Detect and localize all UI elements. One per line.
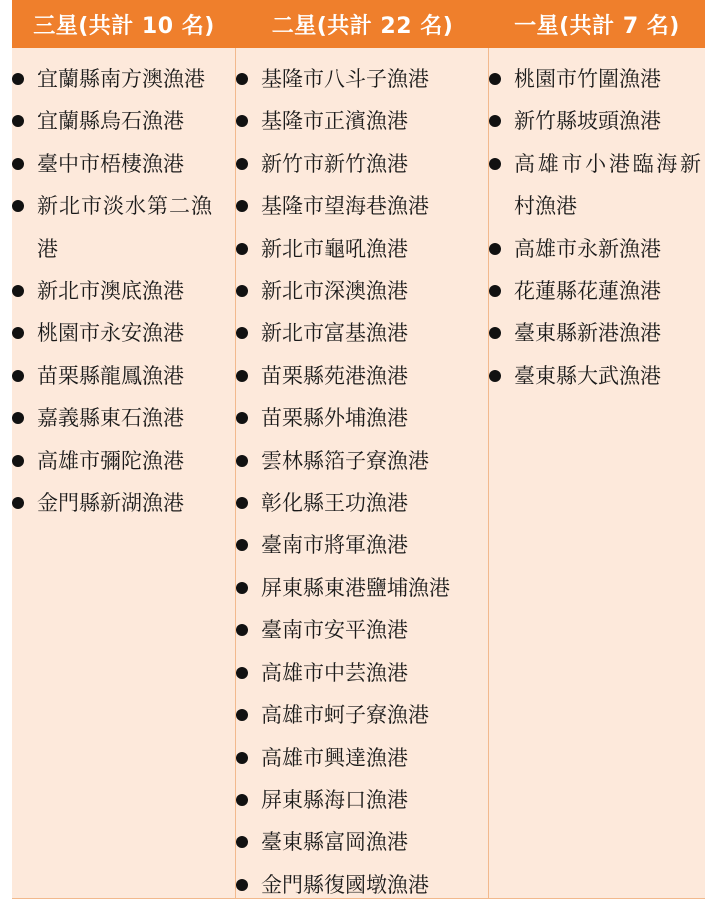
port-name: 苗栗縣苑港漁港 [261,363,408,388]
port-name: 屏東縣海口漁港 [261,787,408,812]
bullet-dot-icon [12,158,24,170]
list-item [236,482,488,524]
header-row [12,0,705,48]
one-star-list [489,58,705,397]
bullet-dot-icon [489,370,501,382]
port-name: 嘉義縣東石漁港 [37,406,184,431]
list-item [236,100,488,142]
three-star-column [12,48,236,898]
bullet-dot-icon [489,327,501,339]
bullet-dot-icon [236,497,248,509]
list-item [489,143,705,228]
bullet-dot-icon [236,667,248,679]
list-item [12,100,216,142]
list-item [489,270,705,312]
bullet-dot-icon [236,327,248,339]
bullet-dot-icon [12,73,24,85]
port-name: 高雄市蚵子寮漁港 [261,703,429,728]
bullet-dot-icon [489,115,501,127]
list-item [12,482,216,524]
bullet-dot-icon [12,497,24,509]
port-name: 金門縣復國墩漁港 [261,872,429,897]
list-item [236,524,488,566]
two-star-column [236,48,489,898]
port-name: 基隆市八斗子漁港 [261,67,429,91]
port-name: 宜蘭縣南方澳漁港 [37,67,205,91]
list-item [236,355,488,397]
port-name: 宜蘭縣烏石漁港 [37,109,184,134]
port-name: 金門縣新湖漁港 [37,491,184,516]
list-item [236,312,488,354]
port-name: 新竹縣坡頭漁港 [514,109,661,134]
port-name: 臺東縣富岡漁港 [261,830,408,855]
bullet-dot-icon [489,73,501,85]
port-name: 屏東縣東港鹽埔漁港 [261,575,450,600]
bullet-dot-icon [12,115,24,127]
list-item [12,58,216,100]
port-name: 桃園市永安漁港 [37,321,184,346]
list-item [236,821,488,863]
port-name: 高雄市興達漁港 [261,745,408,770]
bullet-dot-icon [236,73,248,85]
bullet-dot-icon [489,243,501,255]
list-item [236,609,488,651]
bullet-dot-icon [12,200,24,212]
port-name: 高雄市小港臨海新村漁港 [514,151,701,219]
bullet-dot-icon [12,285,24,297]
port-name: 基隆市正濱漁港 [261,109,408,134]
list-item [236,143,488,185]
list-item [236,737,488,779]
list-item [236,270,488,312]
port-name: 高雄市彌陀漁港 [37,448,184,473]
port-name: 苗栗縣外埔漁港 [261,406,408,431]
port-name: 新北市澳底漁港 [37,279,184,304]
port-name: 彰化縣王功漁港 [261,491,408,516]
list-item [12,355,216,397]
port-name: 花蓮縣花蓮漁港 [514,279,661,304]
bullet-dot-icon [489,285,501,297]
header-two-star: 二星(共計 22 名) [271,13,454,39]
bullet-dot-icon [236,412,248,424]
three-star-list [12,58,235,524]
bullet-dot-icon [236,455,248,467]
bullet-dot-icon [236,285,248,297]
bullet-dot-icon [236,836,248,848]
port-name: 臺南市將軍漁港 [261,533,408,558]
bullet-dot-icon [236,709,248,721]
port-name: 臺中市梧棲漁港 [37,151,184,176]
bullet-dot-icon [236,158,248,170]
list-item [12,397,216,439]
list-item [489,355,705,397]
list-item [12,440,216,482]
list-item [489,100,705,142]
header-one-star: 一星(共計 7 名) [514,13,680,39]
port-name: 高雄市永新漁港 [514,236,661,261]
bullet-dot-icon [236,243,248,255]
bullet-dot-icon [236,200,248,212]
list-item [236,567,488,609]
port-name: 苗栗縣龍鳳漁港 [37,363,184,388]
bullet-dot-icon [236,115,248,127]
list-item [236,652,488,694]
bullet-dot-icon [12,412,24,424]
port-name: 新竹市新竹漁港 [261,151,408,176]
bullet-dot-icon [489,158,501,170]
header-three-star: 三星(共計 10 名) [33,13,215,39]
port-name: 雲林縣箔子寮漁港 [261,448,429,473]
list-item [236,58,488,100]
list-item [236,185,488,227]
port-name: 新北市淡水第二漁港 [37,194,212,261]
port-name: 桃園市竹圍漁港 [514,67,661,91]
bullet-dot-icon [236,370,248,382]
list-item [489,58,705,100]
list-item [236,694,488,736]
bullet-dot-icon [12,455,24,467]
bullet-dot-icon [236,582,248,594]
port-name: 新北市龜吼漁港 [261,236,408,261]
list-item [489,312,705,354]
bullet-dot-icon [12,327,24,339]
list-item [489,228,705,270]
list-item [236,779,488,821]
bullet-dot-icon [236,879,248,891]
list-item [12,312,216,354]
list-item [236,228,488,270]
fishing-port-rating-table [12,0,705,899]
bullet-dot-icon [236,794,248,806]
one-star-column [489,48,705,898]
port-name: 新北市深澳漁港 [261,279,408,304]
list-item [12,270,216,312]
list-item [236,440,488,482]
port-name: 臺東縣新港漁港 [514,321,661,346]
port-name: 基隆市望海巷漁港 [261,194,429,219]
bullet-dot-icon [236,624,248,636]
bullet-dot-icon [236,752,248,764]
two-star-list [236,58,488,906]
port-name: 新北市富基漁港 [261,321,408,346]
port-name: 臺東縣大武漁港 [514,363,661,388]
list-item [236,397,488,439]
body-row [12,48,705,898]
list-item [12,185,216,270]
port-name: 高雄市中芸漁港 [261,660,408,685]
bullet-dot-icon [12,370,24,382]
list-item [12,143,216,185]
bullet-dot-icon [236,539,248,551]
port-name: 臺南市安平漁港 [261,618,408,643]
